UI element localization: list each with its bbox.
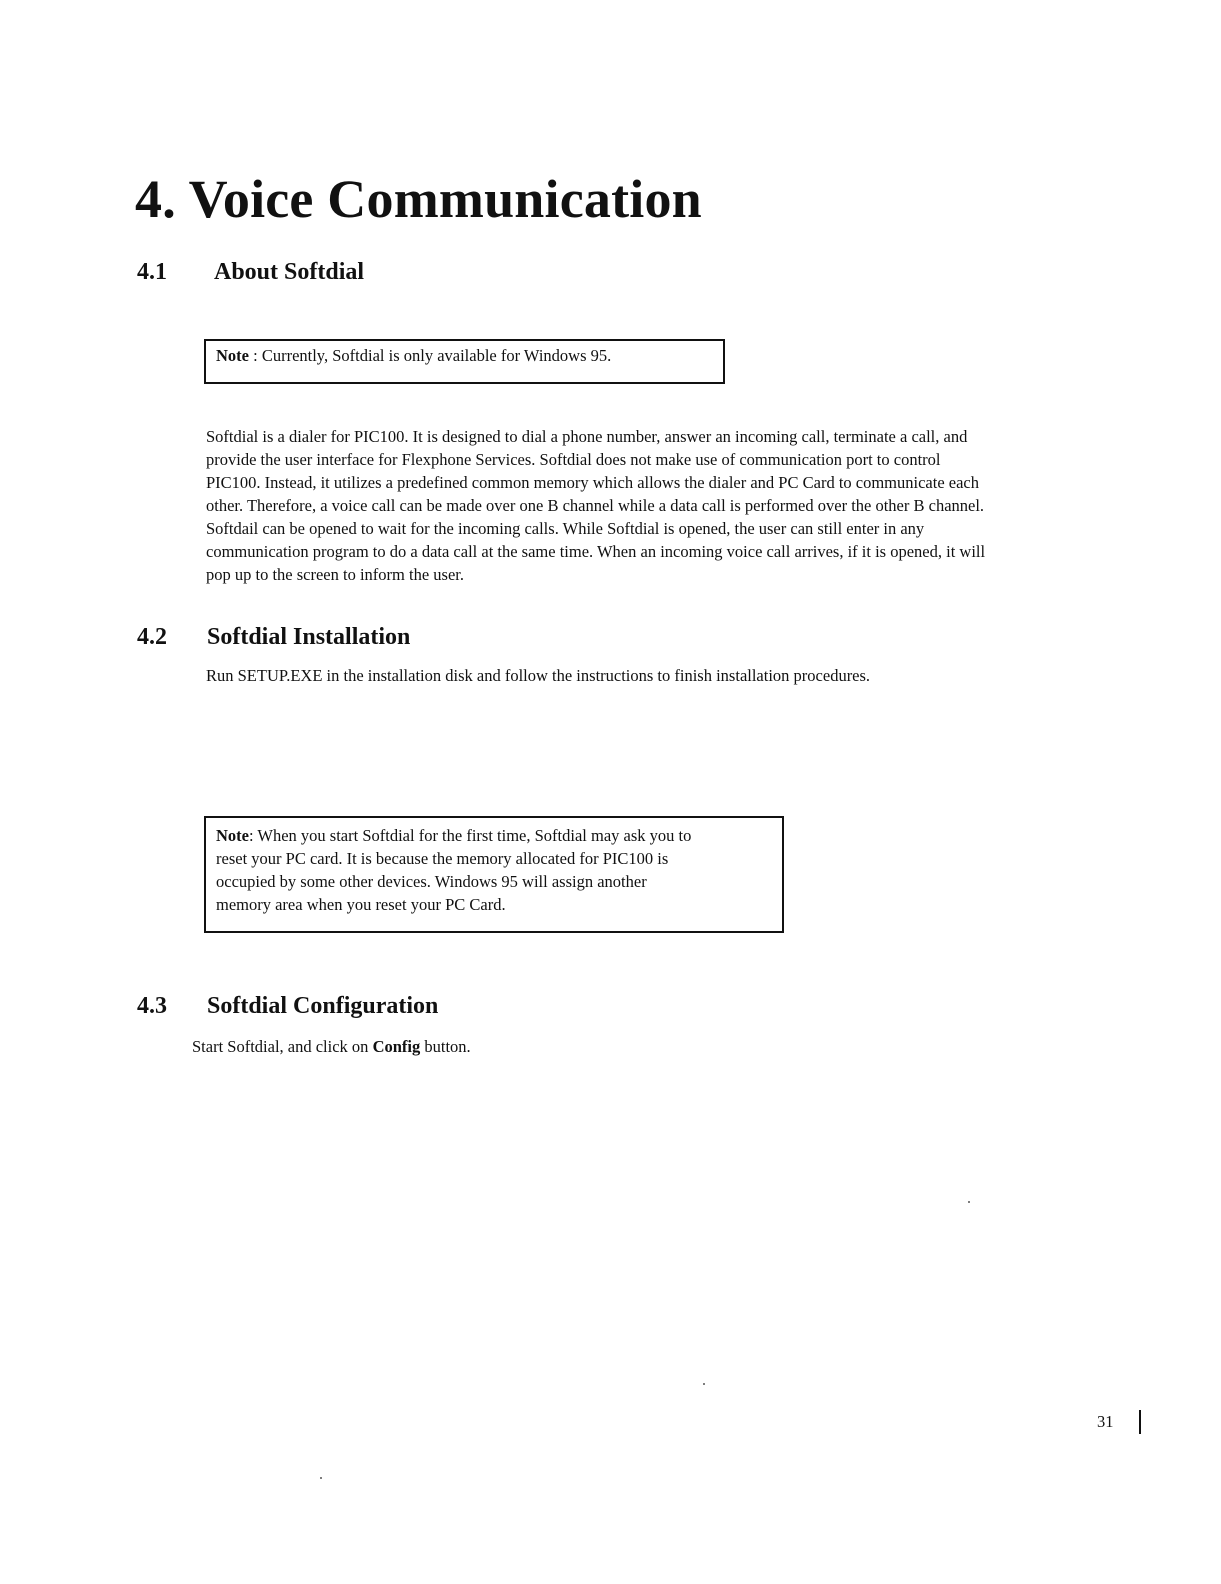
scan-speck (703, 1383, 705, 1385)
configuration-instructions (192, 1035, 471, 1058)
note-line: occupied by some other devices. Windows 95 will assign another (216, 872, 647, 891)
paragraph-line: other. Therefore, a voice call can be made over one B channel while a data call is performed over the other B channel. (206, 496, 985, 515)
note-box-windows95 (204, 339, 725, 384)
paragraph-line: provide the user interface for Flexphone Services. Softdial does not make use of communication port to control (206, 450, 941, 469)
page-edge-rule (1139, 1410, 1141, 1434)
note-text: : Currently, Softdial is only available for Windows 95. (248, 346, 612, 365)
page-number: 31 (1097, 1412, 1114, 1431)
section-heading-4-2 (137, 625, 537, 651)
section-heading-4-3 (137, 994, 537, 1020)
section-number: 4.3 (137, 993, 167, 1019)
section-number: 4.1 (137, 259, 167, 285)
section-title: Softdial Configuration (207, 993, 439, 1019)
paragraph-line: Softdail can be opened to wait for the incoming calls. While Softdial is opened, the user can still enter in any (206, 519, 925, 538)
note-line: reset your PC card. It is because the memory allocated for PIC100 is (216, 849, 669, 868)
section-number: 4.2 (137, 624, 167, 650)
note-label: Note (216, 826, 249, 845)
paragraph-line: pop up to the screen to inform the user. (206, 565, 464, 584)
scan-speck (320, 1477, 322, 1479)
note-line: : When you start Softdial for the first time, Softdial may ask you to (248, 826, 692, 845)
config-text-before: Start Softdial, and click on (192, 1037, 373, 1056)
paragraph-line: PIC100. Instead, it utilizes a predefined common memory which allows the dialer and PC Card to communicate each (206, 473, 980, 492)
chapter-title: 4. Voice Communication (135, 169, 702, 229)
note-line: memory area when you reset your PC Card. (216, 895, 506, 914)
paragraph-line: communication program to do a data call at the same time. When an incoming voice call arrives, if it is opened, it will (206, 542, 986, 561)
config-button-name: Config (372, 1037, 421, 1056)
scan-speck (968, 1201, 970, 1203)
section-title: Softdial Installation (207, 624, 411, 650)
section-title: About Softdial (214, 259, 365, 285)
softdial-description-paragraph (206, 425, 985, 586)
note-label: Note (216, 346, 249, 365)
paragraph-line: Softdial is a dialer for PIC100. It is designed to dial a phone number, answer an incoming call, terminate a call, and (206, 427, 968, 446)
installation-instructions: Run SETUP.EXE in the installation disk and follow the instructions to finish installation procedures. (206, 666, 871, 685)
note-box-reset-pc-card (204, 816, 784, 933)
section-heading-4-1 (137, 260, 537, 286)
config-text-after: button. (420, 1037, 471, 1056)
